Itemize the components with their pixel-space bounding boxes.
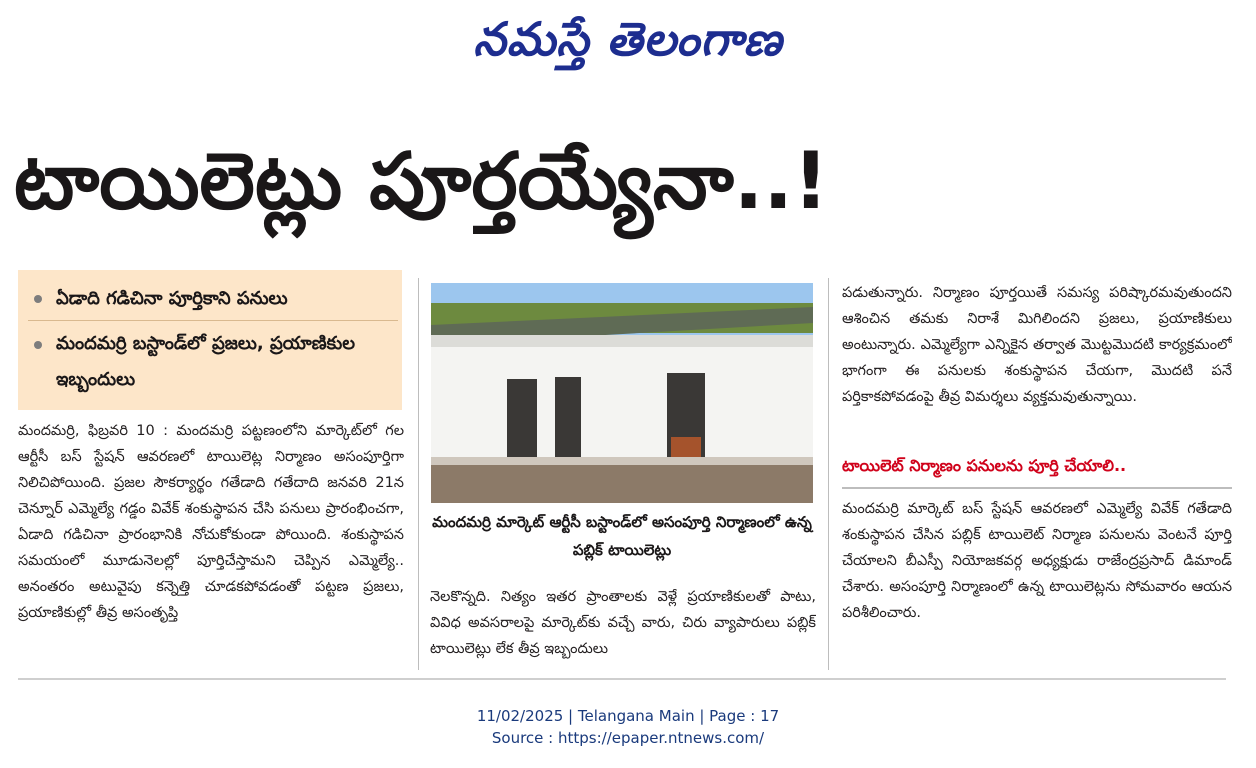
footer-edition-info: 11/02/2025 | Telangana Main | Page : 17 xyxy=(476,707,780,725)
highlights-box xyxy=(18,270,402,410)
toilet-building-photo xyxy=(431,283,813,503)
column-divider xyxy=(828,278,829,670)
headline: టాయిలెట్లు పూర్తయ్యేనా..! xyxy=(14,137,829,227)
article-column-1: మందమర్రి, ఫిబ్రవరి 10 : మందమర్రి పట్టణంలోని మార్కెట్‌లో గల ఆర్టీసీ బస్ స్టేషన్ ఆవరణలో టాయిలెట్ల నిర్మాణం అసంపూర్తిగా నిలిచిపోయింది. ప్రజల సౌకర్యార్థం గతేడాది గతేదాది జనవరి 21న చెన్నూర్ ఎమ్మెల్యే గడ్డం వివేక్ శంకుస్థాపన చేసి పనులు ప్రారంభించగా, ఏడాది గడిచినా ప్రారంభానికి నోచుకోకుండా పోయింది. శంకుస్థాపన సమయంలో మూడునెలల్లో పూర్తిచేస్తామని చెప్పిన ఎమ్మెల్యే.. అనంతరం అటువైపు కన్నెత్తి చూడకపోవడంతో పట్టణ ప్రజలు, ప్రయాణికుల్లో తీవ్ర అసంతృప్తి xyxy=(18,423,404,621)
highlight-text: ఏడాది గడిచినా పూర్తికాని పనులు xyxy=(56,288,288,309)
sub-heading-rule xyxy=(842,487,1232,489)
bullet-icon xyxy=(34,341,42,349)
bullet-icon xyxy=(34,295,42,303)
highlight-item xyxy=(36,332,396,396)
column-divider xyxy=(418,278,419,670)
highlight-text: మందమర్రి బస్టాండ్‌లో ప్రజలు, ప్రయాణికుల ఇబ్బందులు xyxy=(56,333,355,390)
footer-source-link[interactable]: Source : https://epaper.ntnews.com/ xyxy=(491,729,765,747)
article-column-3-top: పడుతున్నారు. నిర్మాణం పూర్తయితే సమస్య పరిష్కారమవుతుందని ఆశించిన తమకు నిరాశే మిగిలిందని ప్రజలు, ప్రయాణికులు అంటున్నారు. ఎమ్మెల్యేగా ఎన్నికైన తర్వాత మొట్టమొదటి కార్యక్రమంలో భాగంగా ఈ పనులకు శంకుస్థాపన చేయగా, మొదటి పనే పర్తికాకపోవడంపై తీవ్ర విమర్శలు వ్యక్తమవుతున్నాయి. xyxy=(842,285,1232,405)
sub-heading: టాయిలెట్ నిర్మాణం పనులను పూర్తి చేయాలి.. xyxy=(842,456,1127,475)
photo-caption: మందమర్రి మార్కెట్ ఆర్టీసీ బస్టాండ్‌లో అసంపూర్తి నిర్మాణంలో ఉన్న పబ్లిక్ టాయిలెట్లు xyxy=(432,513,812,559)
article-column-2: నెలకొన్నది. నిత్యం ఇతర ప్రాంతాలకు వెళ్లే ప్రయాణికులతో పాటు, వివిధ అవసరాలపై మార్కెట్‌కు వచ్చే వారు, చిరు వ్యాపారులు పబ్లిక్ టాయిలెట్లు లేక తీవ్ర ఇబ్బందులు xyxy=(430,589,816,657)
highlight-divider xyxy=(28,320,398,321)
masthead-logo: నమస్తే తెలంగాణ xyxy=(473,12,783,66)
bottom-rule xyxy=(18,678,1226,680)
news-photo xyxy=(431,283,813,503)
article-column-3-bottom: మందమర్రి మార్కెట్ బస్ స్టేషన్ ఆవరణలో ఎమ్మెల్యే వివేక్ గతేడాది శంకుస్థాపన చేసిన పబ్లిక్ టాయిలెట్ నిర్మాణ పనులను వెంటనే పూర్తి చేయాలని బీఎస్పీ నియోజకవర్గ అధ్యక్షుడు రాజేంద్రప్రసాద్ డిమాండ్ చేశారు. అసంపూర్తి నిర్మాణంలో ఉన్న టాయిలెట్లను సోమవారం ఆయన పరిశీలించారు. xyxy=(842,501,1232,621)
highlight-item xyxy=(36,286,396,312)
